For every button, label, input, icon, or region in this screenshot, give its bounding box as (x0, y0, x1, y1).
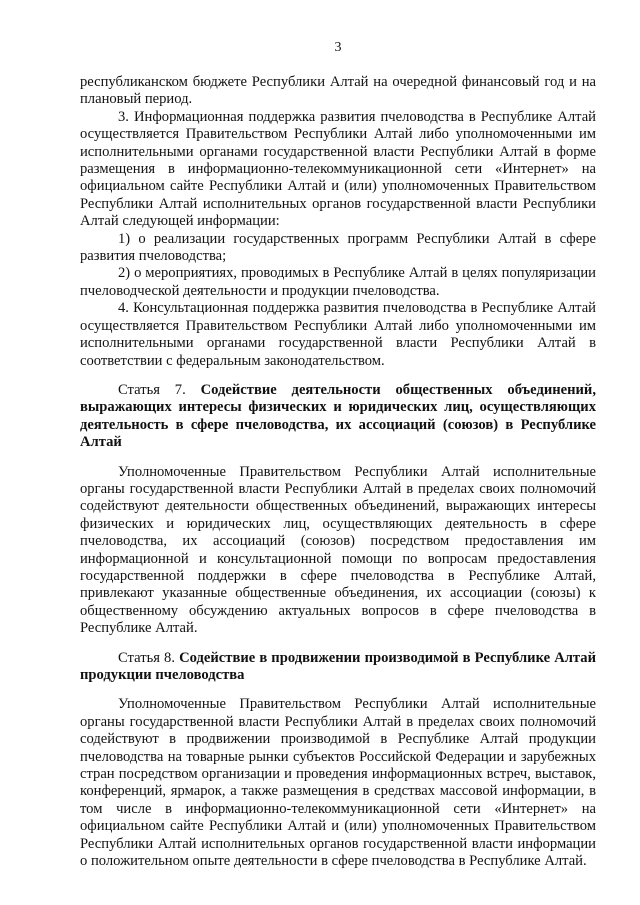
document-page (80, 0, 596, 870)
article-8-title: Содействие в продвижении производимой в Республике Алтай продукции пчеловодства (80, 649, 596, 683)
article-8-label: Статья 8. (118, 649, 175, 666)
list-item-programs: 1) о реализации государственных программ Республики Алтай в сфере развития пчеловодства; (80, 230, 596, 265)
article-7-body: Уполномоченные Правительством Республики Алтай исполнительные органы государственной власти Республики Алтай в пределах своих полномочий содействуют деятельности общественных объединений, выражающих интересы физических и юридических лиц, осуществляющих деятельность в сфере пчеловодства, их ассоциаций (союзов) посредством предоставления им информационной и консультационной помощи по вопросам предоставления государственной поддержки в сфере пчеловодства в Республике Алтай, привлекают указанные общественные объединения, их ассоциации (союзы) к общественному обсуждению актуальных вопросов в сфере пчеловодства в Республике Алтай. (80, 463, 596, 637)
page-number: 3 (334, 40, 342, 55)
article-7-heading (80, 382, 596, 452)
article-7-title: Содействие деятельности общественных объединений, выражающих интересы физических и юридических лиц, осуществляющих деятельность в сфере пчеловодства, их ассоциаций (союзов) в Республике Алтай (80, 381, 596, 451)
paragraph-info-support: 3. Информационная поддержка развития пчеловодства в Республике Алтай осуществляется Правительством Республики Алтай либо уполномоченными им исполнительными органами государственной власти Республики Алтай в форме размещения в информационно-телекоммуникационной сети «Интернет» на официальном сайте Республики Алтай и (или) уполномоченных Правительством Республики Алтай исполнительных органов государственной власти Республики Алтай следующей информации: (80, 108, 596, 230)
paragraph-consulting-support: 4. Консультационная поддержка развития пчеловодства в Республике Алтай осуществляется Правительством Республики Алтай либо уполномоченными им исполнительными органами государственной власти Республики Алтай в соответствии с федеральным законодательством. (80, 300, 596, 369)
paragraph-budget-continuation: республиканском бюджете Республики Алтай на очередной финансовый год и на плановый период. (80, 74, 596, 108)
list-item-events: 2) о мероприятиях, проводимых в Республике Алтай в целях популяризации пчеловодческой деятельности и продукции пчеловодства. (80, 265, 596, 299)
article-7-label: Статья 7. (118, 381, 186, 398)
article-8-heading (80, 650, 596, 685)
article-8-body: Уполномоченные Правительством Республики Алтай исполнительные органы государственной власти Республики Алтай в пределах своих полномочий содействуют в продвижении производимой в Республике Алтай продукции пчеловодства на товарные рынки субъектов Российской Федерации и зарубежных стран посредством организации и проведения информационных встреч, выставок, конференций, ярмарок, а также размещения в средствах массовой информации, в том числе в информационно-телекоммуникационной сети «Интернет» на официальном сайте Республики Алтай и (или) уполномоченных Правительством Республики Алтай исполнительных органов государственной власти информации о положительном опыте деятельности в сфере пчеловодства в Республике Алтай. (80, 696, 596, 870)
